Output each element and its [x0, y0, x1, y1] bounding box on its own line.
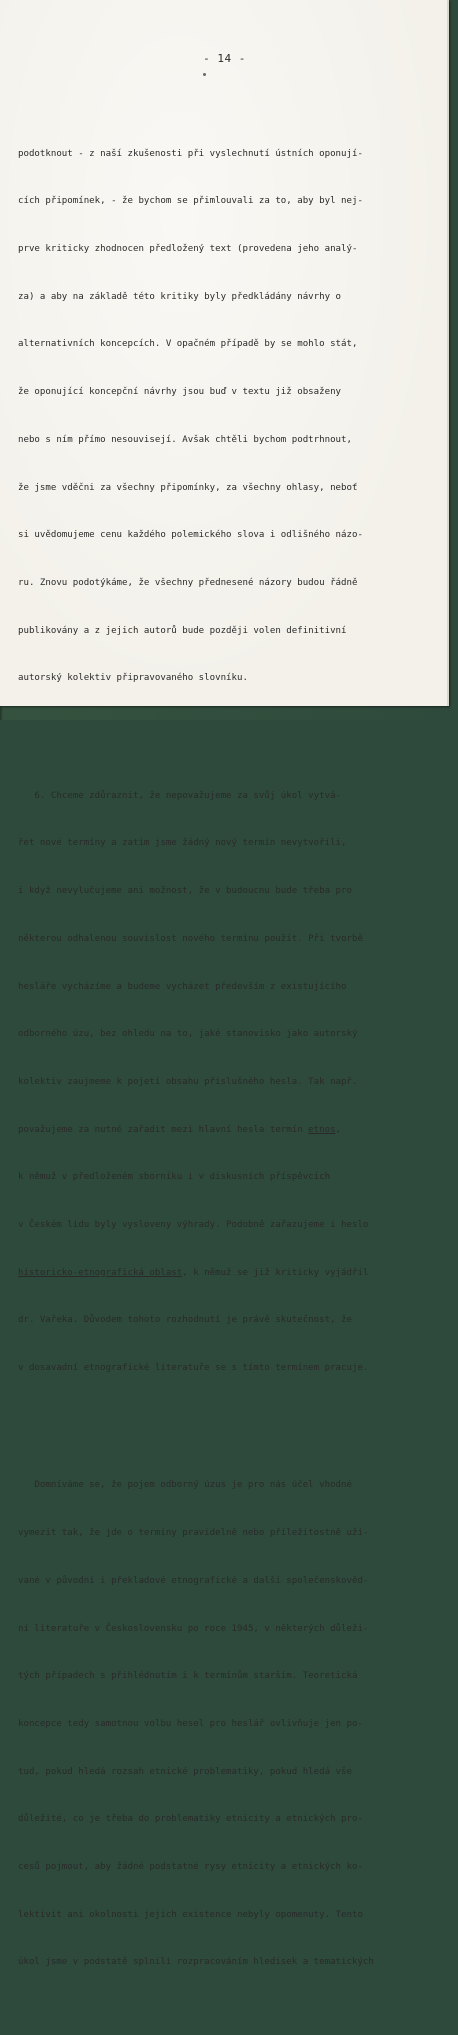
text-line: důležité, co je třeba do problematiky etnicity a etnických pro- [18, 1814, 363, 1825]
underlined-term: historicko-etnografická oblast [18, 1267, 183, 1278]
underlined-term: etnos [308, 1124, 336, 1135]
text-line: za) a aby na základě této kritiky byly předkládány návrhy o [18, 291, 342, 302]
page-edge [447, 0, 449, 706]
text-line: nebo s ním přímo nesouvisejí. Avšak chtěli bychom podtrhnout, [18, 434, 352, 445]
text-line: v Českém lidu byly vysloveny výhrady. Podobně zařazujeme i heslo [18, 1220, 369, 1231]
text-line: hesláře vycházíme a budeme vycházet především z existujícího [18, 981, 347, 992]
text-line: odborného úzu, bez ohledu na to, jaké stanovisko jako autorský [18, 1029, 358, 1040]
paragraph-3 [18, 1447, 418, 2004]
paragraph-2 [18, 757, 418, 1409]
text-line: prve kriticky zhodnocen předložený text (provedena jeho analý- [18, 244, 358, 255]
text-line-underlined: považujeme za nutné zařadit mezi hlavní hesla termín etnos, [18, 1124, 342, 1135]
body-text [18, 83, 418, 2035]
text-line: k němuž v předloženém sborníku i v diskusních příspěvcích [18, 1172, 331, 1183]
text-line: některou odhalenou souvislost nového termínu použít. Při tvorbě [18, 933, 363, 944]
text-line: že oponující koncepční návrhy jsou buď v textu již obsaženy [18, 387, 342, 398]
text-line: v dosavadní etnografické literatuře se s tímto termínem pracuje. [18, 1363, 369, 1374]
text-line: úkol jsme v podstatě splnili rozpracováním hledisek a tematických [18, 1957, 374, 1968]
text-line: ru. Znovu podotýkáme, že všechny přednesené názory budou řádně [18, 577, 358, 588]
page-number: - 14 - [203, 52, 246, 65]
text-line: podotknout - z naší zkušenosti při vyslechnutí ústních oponují- [18, 148, 363, 159]
text-line: Domníváme se, že pojem odborný úzus je pro nás účel vhodné [18, 1480, 352, 1491]
text-line: tud, pokud hledá rozsah etnické problematiky, pokud hledá vše [18, 1766, 352, 1777]
text-line: vymezit tak, že jde o termíny pravidelně nebo příležitostně uží- [18, 1528, 369, 1539]
pencil-mark [203, 73, 206, 76]
text-line: tých případech s přihlédnutím i k termínům starším. Teoretická [18, 1671, 358, 1682]
text-line: vané v původní i překladové etnografické a další společenskověd- [18, 1575, 369, 1586]
text-line: si uvědomujeme cenu každého polemického slova i odlišného názo- [18, 530, 363, 541]
text-line-underlined: historicko-etnografická oblast, k němuž se již kriticky vyjádřil [18, 1267, 369, 1278]
text-line: cích připomínek, - že bychom se přimlouvali za to, aby byl nej- [18, 196, 363, 207]
text-line: lektivit ani okolnosti jejich existence nebyly opomenuty. Tento [18, 1909, 363, 1920]
text-line: 6. Chceme zdůraznit, že nepovažujeme za svůj úkol vytvá- [18, 790, 342, 801]
text-line: autorský kolektiv připravovaného slovníku. [18, 673, 248, 684]
text-line: cesů pojmout, aby žádné podstatné rysy etnicity a etnických ko- [18, 1862, 363, 1873]
text-line: koncepce tedy samotnou volbu hesel pro heslář ovlivňuje jen po- [18, 1718, 363, 1729]
paragraph-1 [18, 115, 418, 719]
text-line: kolektiv zaujmeme k pojetí obsahu příslušného hesla. Tak např. [18, 1076, 358, 1087]
text-line: ní literatuře v Československu po roce 1945, v některých důleži- [18, 1623, 369, 1634]
text-line: i když nevylučujeme ani možnost, že v budoucnu bude třeba pro [18, 886, 352, 897]
text-line: že jsme vděčni za všechny připomínky, za všechny ohlasy, neboť [18, 482, 358, 493]
text-line: publikovány a z jejich autorů bude později volen definitivní [18, 625, 347, 636]
text-line: dr. Vařeka. Důvodem tohoto rozhodnutí je právě skutečnost, že [18, 1315, 352, 1326]
text-line: alternativních koncepcích. V opačném případě by se mohlo stát, [18, 339, 358, 350]
text-line: řet nové termíny a zatím jsme žádný nový termín nevytvořili, [18, 838, 347, 849]
